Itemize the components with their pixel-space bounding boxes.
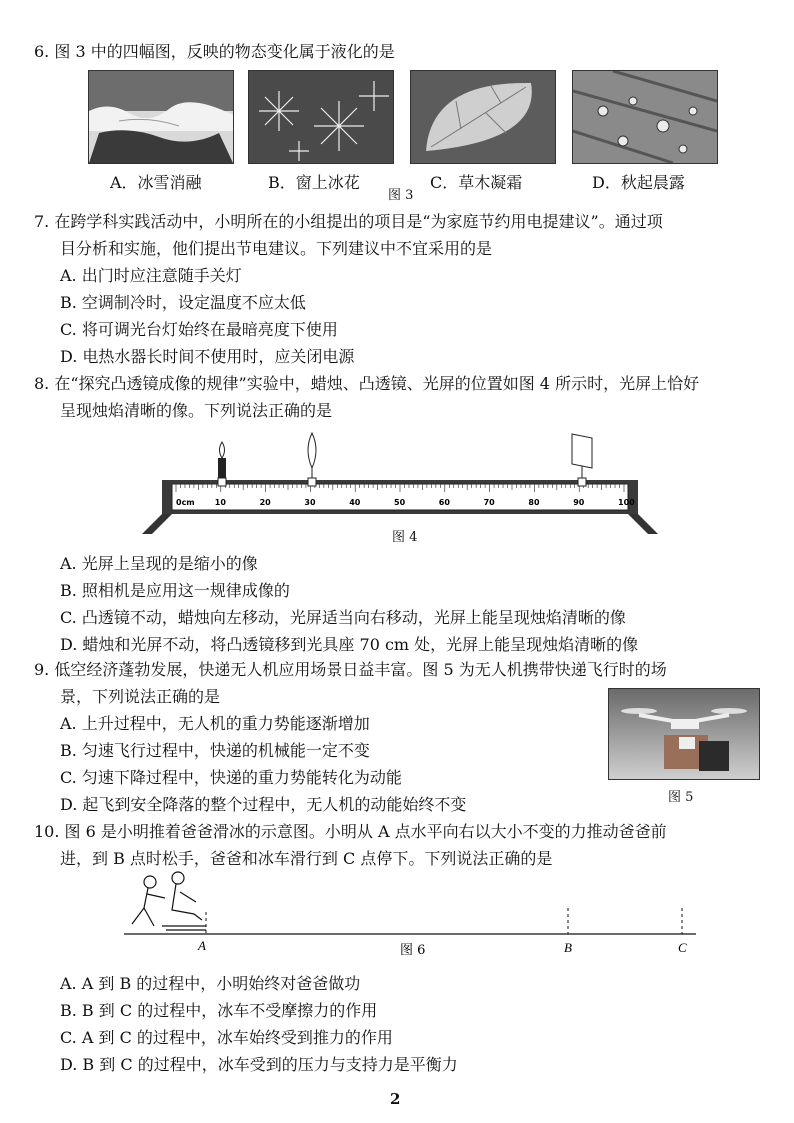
question-9-option-c: C. 匀速下降过程中，快递的重力势能转化为动能 [60, 768, 402, 787]
figure3-caption-a: A．冰雪消融 [110, 173, 202, 192]
point-c-label: C [678, 940, 687, 955]
question-6 [34, 38, 764, 65]
question-10-option-c: C. A 到 C 的过程中，冰车始终受到推力的作用 [60, 1028, 393, 1047]
figure3-photo-c-frost-leaf [410, 70, 556, 164]
question-8 [34, 370, 764, 424]
question-8-stem-line1: 8. 在“探究凸透镜成像的规律”实验中，蜡烛、凸透镜、光屏的位置如图 4 所示时，光屏上恰好 [34, 374, 700, 393]
figure3-photo-b-frost-flowers [248, 70, 394, 164]
figure4-optical-bench [140, 430, 660, 540]
ruler-tick-label: 60 [438, 498, 450, 507]
figure6-label: 图 6 [400, 943, 426, 958]
question-6-stem: 6. 图 3 中的四幅图，反映的物态变化属于液化的是 [34, 42, 395, 61]
question-10 [34, 818, 764, 872]
figure3-label: 图 3 [388, 188, 414, 203]
question-10-stem-line1: 10. 图 6 是小明推着爸爸滑冰的示意图。小明从 A 点水平向右以大小不变的力推动爸爸前 [34, 822, 667, 841]
figure3-caption-c: C．草木凝霜 [430, 173, 523, 192]
ruler-tick-label: 50 [394, 498, 406, 507]
ruler-tick-label: 70 [483, 498, 495, 507]
point-a-label: A [198, 938, 206, 953]
figure3-photo-a-melting-snow [88, 70, 234, 164]
question-8-option-b: B. 照相机是应用这一规律成像的 [60, 581, 290, 600]
question-7 [34, 208, 764, 370]
convex-lens-icon [308, 433, 316, 486]
ruler-tick-label: 80 [528, 498, 540, 507]
question-8-stem-line2: 呈现烛焰清晰的像。下列说法正确的是 [60, 401, 333, 420]
question-10-option-d: D. B 到 C 的过程中，冰车受到的压力与支持力是平衡力 [60, 1055, 458, 1074]
ruler-tick-label: 0cm [176, 498, 195, 507]
figure6-ice-skating-diagram [110, 868, 710, 960]
figure5-label: 图 5 [668, 790, 694, 805]
question-9-stem-line1: 9. 低空经济蓬勃发展，快递无人机应用场景日益丰富。图 5 为无人机携带快递飞行时的场 [34, 660, 667, 679]
bench-right-leg [628, 514, 658, 534]
ruler-tick-label: 100 [618, 498, 635, 507]
ruler-tick-label: 20 [259, 498, 271, 507]
question-7-option-d: D. 电热水器长时间不使用时，应关闭电源 [60, 347, 355, 366]
question-7-option-a: A. 出门时应注意随手关灯 [60, 266, 242, 285]
dad-on-sled-icon [162, 872, 206, 930]
question-10-options [34, 970, 764, 1078]
question-7-option-b: B. 空调制冷时，设定温度不应太低 [60, 293, 306, 312]
point-b-label: B [564, 940, 572, 955]
question-10-stem-line2: 进，到 B 点时松手，爸爸和冰车滑行到 C 点停下。下列说法正确的是 [60, 849, 553, 868]
question-8-option-c: C. 凸透镜不动，蜡烛向左移动，光屏适当向右移动，光屏上能呈现烛焰清晰的像 [60, 608, 626, 627]
figure4-label: 图 4 [392, 530, 418, 545]
question-8-options [34, 550, 764, 658]
ruler-tick-label: 40 [349, 498, 361, 507]
question-8-option-d: D. 蜡烛和光屏不动，将凸透镜移到光具座 70 cm 处，光屏上能呈现烛焰清晰的像 [60, 635, 639, 654]
ruler-tick-label: 90 [573, 498, 585, 507]
candle-icon [218, 442, 226, 486]
question-9-option-b: B. 匀速飞行过程中，快递的机械能一定不变 [60, 741, 370, 760]
figure3-caption-d: D．秋起晨露 [592, 173, 685, 192]
page-number: 2 [390, 1090, 401, 1108]
question-10-option-a: A. A 到 B 的过程中，小明始终对爸爸做功 [60, 974, 361, 993]
question-7-stem-line1: 7. 在跨学科实践活动中，小明所在的小组提出的项目是“为家庭节约用电提建议”。通过项 [34, 212, 663, 231]
light-screen-icon [572, 434, 592, 486]
question-9-option-a: A. 上升过程中，无人机的重力势能逐渐增加 [60, 714, 370, 733]
question-9-stem-line2: 景，下列说法正确的是 [60, 687, 221, 706]
ruler-tick-label: 30 [304, 498, 316, 507]
question-8-option-a: A. 光屏上呈现的是缩小的像 [60, 554, 258, 573]
question-7-stem-line2: 目分析和实施，他们提出节电建议。下列建议中不宜采用的是 [60, 239, 493, 258]
xiaoming-figure-icon [132, 876, 165, 926]
bench-left-leg [142, 514, 172, 534]
question-7-option-c: C. 将可调光台灯始终在最暗亮度下使用 [60, 320, 338, 339]
figure3-caption-b: B．窗上冰花 [268, 173, 360, 192]
question-9-option-d: D. 起飞到安全降落的整个过程中，无人机的动能始终不变 [60, 795, 467, 814]
question-10-option-b: B. B 到 C 的过程中，冰车不受摩擦力的作用 [60, 1001, 378, 1020]
figure5-drone-photo [608, 688, 760, 780]
figure3-photo-d-morning-dew [572, 70, 718, 164]
ruler-tick-label: 10 [214, 498, 226, 507]
